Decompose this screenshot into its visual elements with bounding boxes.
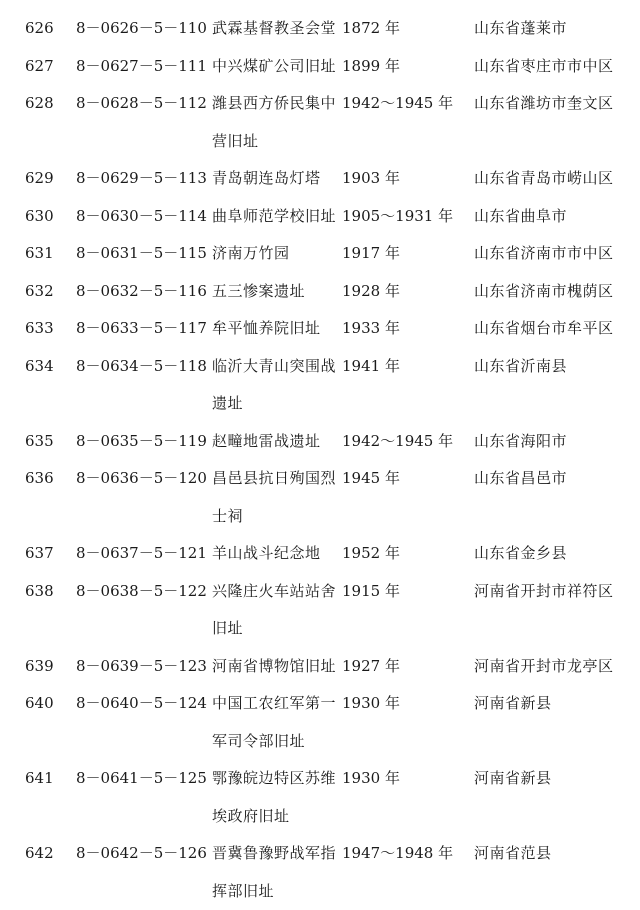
row-location: 山东省潍坊市奎文区 [474, 94, 614, 112]
row-number: 637 [25, 544, 54, 562]
row-code: 8－0634－5－118 [76, 356, 207, 375]
row-year: 1941 年 [342, 356, 400, 375]
row-code: 8－0626－5－110 [76, 19, 207, 37]
row-year: 1917 年 [342, 244, 400, 262]
row-year: 1927 年 [342, 656, 400, 675]
table-row [0, 348, 640, 423]
table-row [0, 273, 640, 311]
row-code: 8－0638－5－122 [76, 581, 207, 600]
row-site-name: 潍县西方侨民集中营旧址 [212, 94, 337, 150]
row-code: 8－0628－5－112 [76, 94, 207, 112]
row-number: 639 [25, 656, 54, 675]
row-number: 629 [25, 169, 54, 187]
row-site-name: 临沂大青山突围战遗址 [212, 356, 337, 412]
row-code: 8－0627－5－111 [76, 56, 207, 75]
row-year: 1915 年 [342, 581, 400, 600]
row-year: 1905～1931 年 [342, 206, 454, 225]
row-code: 8－0640－5－124 [76, 694, 207, 712]
row-location: 河南省范县 [474, 844, 552, 862]
row-number: 640 [25, 694, 54, 712]
row-code: 8－0639－5－123 [76, 656, 207, 675]
row-code: 8－0637－5－121 [76, 544, 207, 562]
table-row [0, 85, 640, 160]
row-site-name: 河南省博物馆旧址 [212, 656, 337, 675]
row-site-name: 中兴煤矿公司旧址 [212, 56, 337, 75]
row-site-name: 中国工农红军第一军司令部旧址 [212, 694, 337, 750]
row-code: 8－0635－5－119 [76, 431, 207, 450]
row-number: 634 [25, 356, 54, 375]
row-number: 632 [25, 281, 54, 300]
row-site-name: 济南万竹园 [212, 244, 290, 262]
row-code: 8－0633－5－117 [76, 319, 207, 337]
table-row [0, 10, 640, 48]
row-site-name: 羊山战斗纪念地 [212, 544, 321, 562]
row-location: 山东省枣庄市市中区 [474, 56, 614, 75]
row-number: 630 [25, 206, 54, 225]
row-number: 635 [25, 431, 54, 450]
heritage-list-table [0, 10, 640, 910]
row-location: 山东省沂南县 [474, 356, 568, 375]
row-location: 山东省青岛市崂山区 [474, 169, 614, 187]
table-row [0, 648, 640, 686]
row-location: 山东省曲阜市 [474, 206, 568, 225]
row-site-name: 昌邑县抗日殉国烈士祠 [212, 469, 337, 525]
row-year: 1903 年 [342, 169, 400, 187]
table-row [0, 198, 640, 236]
row-site-name: 赵疃地雷战遗址 [212, 431, 321, 450]
row-location: 河南省开封市龙亭区 [474, 656, 614, 675]
row-location: 山东省济南市市中区 [474, 244, 614, 262]
row-year: 1942～1945 年 [342, 94, 454, 112]
row-code: 8－0629－5－113 [76, 169, 207, 187]
row-location: 山东省海阳市 [474, 431, 568, 450]
row-year: 1872 年 [342, 19, 400, 37]
table-row [0, 423, 640, 461]
row-year: 1945 年 [342, 469, 400, 487]
row-number: 641 [25, 769, 54, 787]
row-year: 1947～1948 年 [342, 844, 454, 862]
table-row [0, 760, 640, 835]
row-location: 山东省烟台市牟平区 [474, 319, 614, 337]
table-row [0, 460, 640, 535]
row-site-name: 曲阜师范学校旧址 [212, 206, 337, 225]
row-location: 山东省金乡县 [474, 544, 568, 562]
row-year: 1899 年 [342, 56, 400, 75]
row-code: 8－0632－5－116 [76, 281, 207, 300]
row-number: 627 [25, 56, 54, 75]
row-site-name: 牟平恤养院旧址 [212, 319, 321, 337]
row-code: 8－0641－5－125 [76, 769, 207, 787]
row-year: 1952 年 [342, 544, 400, 562]
row-site-name: 武霖基督教圣会堂 [212, 19, 337, 37]
row-site-name: 青岛朝连岛灯塔 [212, 169, 321, 187]
row-number: 636 [25, 469, 54, 487]
row-number: 628 [25, 94, 54, 112]
row-location: 河南省新县 [474, 694, 552, 712]
row-location: 山东省蓬莱市 [474, 19, 568, 37]
row-location: 河南省开封市祥符区 [474, 581, 614, 600]
row-location: 河南省新县 [474, 769, 552, 787]
table-row [0, 685, 640, 760]
row-number: 633 [25, 319, 54, 337]
row-year: 1928 年 [342, 281, 400, 300]
row-site-name: 晋冀鲁豫野战军指挥部旧址 [212, 844, 337, 900]
table-row [0, 835, 640, 910]
table-row [0, 48, 640, 86]
row-year: 1942～1945 年 [342, 431, 454, 450]
row-number: 642 [25, 844, 54, 862]
row-year: 1933 年 [342, 319, 400, 337]
row-year: 1930 年 [342, 769, 400, 787]
row-code: 8－0630－5－114 [76, 206, 207, 225]
table-row [0, 235, 640, 273]
row-location: 山东省济南市槐荫区 [474, 281, 614, 300]
row-code: 8－0642－5－126 [76, 844, 207, 862]
table-row [0, 160, 640, 198]
row-site-name: 五三惨案遗址 [212, 281, 306, 300]
row-number: 631 [25, 244, 54, 262]
row-number: 638 [25, 581, 54, 600]
table-row [0, 310, 640, 348]
table-row [0, 573, 640, 648]
row-year: 1930 年 [342, 694, 400, 712]
row-location: 山东省昌邑市 [474, 469, 568, 487]
row-number: 626 [25, 19, 54, 37]
row-site-name: 兴隆庄火车站站舍旧址 [212, 581, 337, 637]
row-site-name: 鄂豫皖边特区苏维埃政府旧址 [212, 769, 337, 825]
row-code: 8－0636－5－120 [76, 469, 207, 487]
row-code: 8－0631－5－115 [76, 244, 207, 262]
table-row [0, 535, 640, 573]
